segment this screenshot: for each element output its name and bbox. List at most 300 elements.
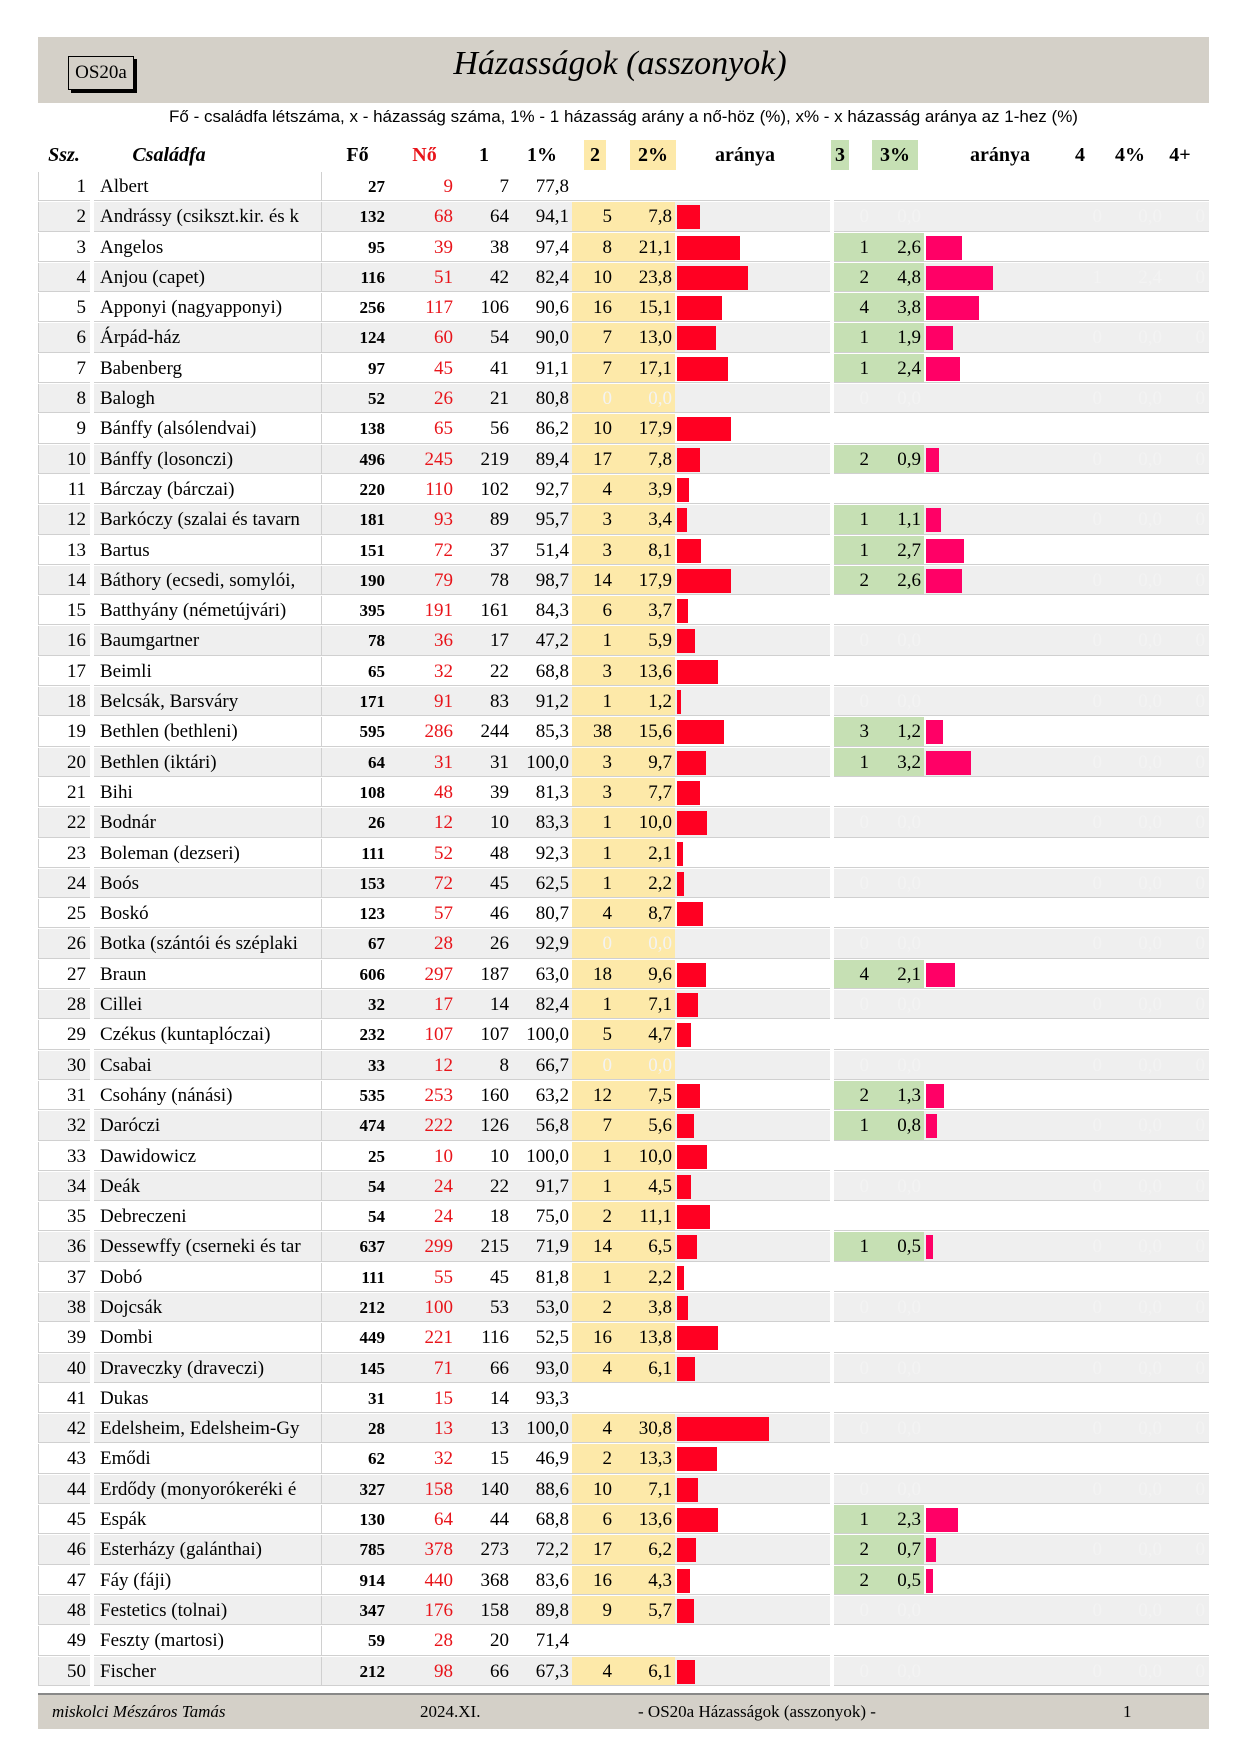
legend-line: Fő - családfa létszáma, x - házasság száma, 1% - 1 házasság arány a nő-höz (%), x% - x házasság aránya az 1-hez (%) xyxy=(169,107,1078,126)
row-count-2: 6 xyxy=(572,1505,615,1534)
row-pct-3: 0,0 xyxy=(872,929,924,958)
row-ssz: 18 xyxy=(38,687,90,716)
row-bar-2 xyxy=(675,566,830,595)
row-family-name: Dessewffy (cserneki és tar xyxy=(94,1232,322,1261)
row-count-2: 3 xyxy=(572,536,615,565)
row-bar-2 xyxy=(675,1626,830,1655)
row-bar-2 xyxy=(675,960,830,989)
row-count-4plus: 0 xyxy=(1165,1354,1209,1383)
row-count-1: 66 xyxy=(456,1657,512,1686)
row-fo: 124 xyxy=(322,323,393,352)
row-pct-2: 2,1 xyxy=(615,839,675,868)
row-no: 31 xyxy=(393,748,456,777)
row-ssz: 40 xyxy=(38,1354,90,1383)
row-no: 91 xyxy=(393,687,456,716)
table-row xyxy=(0,1535,1240,1565)
row-family-name: Dojcsák xyxy=(94,1293,322,1322)
row-count-1: 83 xyxy=(456,687,512,716)
row-count-4: 0 xyxy=(1079,505,1105,534)
row-count-3: 0 xyxy=(834,626,872,655)
row-bar-2 xyxy=(675,1354,830,1383)
row-no: 440 xyxy=(393,1566,456,1595)
row-count-4: 0 xyxy=(1079,929,1105,958)
row-count-4 xyxy=(1079,1081,1105,1110)
row-pct-4 xyxy=(1105,1505,1165,1534)
row-count-2: 4 xyxy=(572,475,615,504)
row-count-1: 102 xyxy=(456,475,512,504)
row-no: 253 xyxy=(393,1081,456,1110)
row-pct-2: 2,2 xyxy=(615,1263,675,1292)
row-bar-2 xyxy=(675,1293,830,1322)
row-ssz: 31 xyxy=(38,1081,90,1110)
row-ssz: 45 xyxy=(38,1505,90,1534)
row-count-3: 0 xyxy=(834,384,872,413)
row-ssz: 41 xyxy=(38,1384,90,1413)
row-count-1: 26 xyxy=(456,929,512,958)
row-count-2: 38 xyxy=(572,717,615,746)
table-row xyxy=(0,1566,1240,1596)
row-bar-3 xyxy=(924,1111,1079,1140)
row-pct-2: 4,5 xyxy=(615,1172,675,1201)
row-count-3: 2 xyxy=(834,1566,872,1595)
row-pct-1: 91,7 xyxy=(512,1172,572,1201)
row-pct-4: 0,0 xyxy=(1105,1232,1165,1261)
row-count-4: 0 xyxy=(1079,323,1105,352)
row-count-1: 8 xyxy=(456,1051,512,1080)
row-count-3: 1 xyxy=(834,536,872,565)
row-count-3: 0 xyxy=(834,687,872,716)
row-pct-3: 1,3 xyxy=(872,1081,924,1110)
row-fo: 212 xyxy=(322,1657,393,1686)
row-count-2: 1 xyxy=(572,869,615,898)
ratio-bar-2 xyxy=(677,599,688,623)
row-no: 110 xyxy=(393,475,456,504)
row-pct-2: 0,0 xyxy=(615,384,675,413)
table-row xyxy=(0,1657,1240,1687)
row-pct-3: 1,1 xyxy=(872,505,924,534)
row-ssz: 8 xyxy=(38,384,90,413)
row-pct-2: 7,1 xyxy=(615,1475,675,1504)
row-pct-2: 5,7 xyxy=(615,1596,675,1625)
row-pct-2: 7,1 xyxy=(615,990,675,1019)
row-ssz: 3 xyxy=(38,233,90,262)
row-count-4 xyxy=(1079,1020,1105,1049)
row-pct-4 xyxy=(1105,717,1165,746)
row-pct-1: 81,3 xyxy=(512,778,572,807)
row-count-1: 17 xyxy=(456,626,512,655)
row-count-2: 1 xyxy=(572,1172,615,1201)
row-pct-3 xyxy=(872,1626,924,1655)
row-ssz: 15 xyxy=(38,596,90,625)
row-count-4plus: 0 xyxy=(1165,1535,1209,1564)
row-bar-3 xyxy=(924,1202,1079,1231)
row-count-4plus: 0 xyxy=(1165,566,1209,595)
row-bar-3 xyxy=(924,657,1079,686)
ratio-bar-3 xyxy=(926,1508,958,1532)
row-pct-1: 100,0 xyxy=(512,748,572,777)
row-count-4plus: 0 xyxy=(1165,1657,1209,1686)
ratio-bar-2 xyxy=(677,751,706,775)
row-ssz: 28 xyxy=(38,990,90,1019)
row-pct-3: 1,2 xyxy=(872,717,924,746)
row-pct-2: 8,1 xyxy=(615,536,675,565)
row-pct-2: 13,3 xyxy=(615,1444,675,1473)
table-row xyxy=(0,808,1240,838)
ratio-bar-2 xyxy=(677,1235,697,1259)
row-no: 299 xyxy=(393,1232,456,1261)
row-count-2: 4 xyxy=(572,1354,615,1383)
row-count-4: 0 xyxy=(1079,1232,1105,1261)
row-fo: 395 xyxy=(322,596,393,625)
row-pct-3 xyxy=(872,475,924,504)
row-family-name: Emődi xyxy=(94,1444,322,1473)
row-bar-2 xyxy=(675,717,830,746)
row-count-1: 161 xyxy=(456,596,512,625)
row-count-4 xyxy=(1079,960,1105,989)
row-count-2: 2 xyxy=(572,1444,615,1473)
row-count-3 xyxy=(834,172,872,201)
row-pct-1: 52,5 xyxy=(512,1323,572,1352)
row-count-3 xyxy=(834,475,872,504)
row-family-name: Dombi xyxy=(94,1323,322,1352)
row-family-name: Beimli xyxy=(94,657,322,686)
ratio-bar-3 xyxy=(926,963,955,987)
row-pct-1: 83,3 xyxy=(512,808,572,837)
row-pct-1: 94,1 xyxy=(512,202,572,231)
col-csaladfa: Családfa xyxy=(132,144,206,166)
row-count-4 xyxy=(1079,1142,1105,1171)
col-4plus: 4+ xyxy=(1169,144,1191,166)
row-count-3 xyxy=(834,778,872,807)
row-pct-4: 0,0 xyxy=(1105,566,1165,595)
row-pct-1: 63,2 xyxy=(512,1081,572,1110)
row-count-1: 10 xyxy=(456,808,512,837)
row-bar-3 xyxy=(924,687,1079,716)
row-count-2: 1 xyxy=(572,990,615,1019)
row-ssz: 50 xyxy=(38,1657,90,1686)
row-count-4 xyxy=(1079,536,1105,565)
row-count-3 xyxy=(834,1202,872,1231)
row-count-1: 368 xyxy=(456,1566,512,1595)
row-pct-3: 2,1 xyxy=(872,960,924,989)
row-count-3 xyxy=(834,899,872,928)
row-count-1: 106 xyxy=(456,293,512,322)
row-count-2: 16 xyxy=(572,1566,615,1595)
row-count-4 xyxy=(1079,1566,1105,1595)
row-count-2: 7 xyxy=(572,1111,615,1140)
row-count-1: 158 xyxy=(456,1596,512,1625)
row-count-1: 46 xyxy=(456,899,512,928)
row-count-4plus: 0 xyxy=(1165,1596,1209,1625)
row-no: 378 xyxy=(393,1535,456,1564)
row-count-3: 1 xyxy=(834,1505,872,1534)
row-fo: 327 xyxy=(322,1475,393,1504)
ratio-bar-2 xyxy=(677,1599,694,1623)
row-fo: 151 xyxy=(322,536,393,565)
row-count-1: 20 xyxy=(456,1626,512,1655)
row-pct-2: 10,0 xyxy=(615,808,675,837)
row-count-1: 44 xyxy=(456,1505,512,1534)
row-pct-3: 0,0 xyxy=(872,1475,924,1504)
row-pct-1: 71,4 xyxy=(512,1626,572,1655)
footer-author: miskolci Mészáros Tamás xyxy=(52,1702,226,1721)
row-count-2: 7 xyxy=(572,354,615,383)
row-count-1: 37 xyxy=(456,536,512,565)
row-pct-4 xyxy=(1105,354,1165,383)
row-count-4 xyxy=(1079,475,1105,504)
ratio-bar-2 xyxy=(677,1538,696,1562)
row-no: 176 xyxy=(393,1596,456,1625)
row-count-4: 0 xyxy=(1079,808,1105,837)
row-ssz: 37 xyxy=(38,1263,90,1292)
table-row xyxy=(0,1444,1240,1474)
row-pct-1: 91,1 xyxy=(512,354,572,383)
row-count-2: 18 xyxy=(572,960,615,989)
row-bar-3 xyxy=(924,1535,1079,1564)
col-4pct: 4% xyxy=(1115,144,1145,166)
row-count-4 xyxy=(1079,414,1105,443)
row-pct-4: 0,0 xyxy=(1105,626,1165,655)
row-bar-2 xyxy=(675,536,830,565)
row-pct-4 xyxy=(1105,1444,1165,1473)
row-ssz: 22 xyxy=(38,808,90,837)
row-count-1: 22 xyxy=(456,657,512,686)
row-pct-1: 62,5 xyxy=(512,869,572,898)
row-count-4: 0 xyxy=(1079,1051,1105,1080)
row-count-2: 4 xyxy=(572,899,615,928)
row-count-1: 219 xyxy=(456,445,512,474)
ratio-bar-2 xyxy=(677,963,706,987)
row-fo: 62 xyxy=(322,1444,393,1473)
row-pct-4: 0,0 xyxy=(1105,990,1165,1019)
row-pct-2: 4,7 xyxy=(615,1020,675,1049)
table-row xyxy=(0,839,1240,869)
row-pct-2: 17,1 xyxy=(615,354,675,383)
row-count-4: 0 xyxy=(1079,202,1105,231)
row-no: 32 xyxy=(393,657,456,686)
row-fo: 32 xyxy=(322,990,393,1019)
row-family-name: Csohány (nánási) xyxy=(94,1081,322,1110)
row-count-4plus: 0 xyxy=(1165,748,1209,777)
row-no: 221 xyxy=(393,1323,456,1352)
row-pct-4: 0,0 xyxy=(1105,869,1165,898)
row-count-1: 107 xyxy=(456,1020,512,1049)
row-fo: 496 xyxy=(322,445,393,474)
row-no: 68 xyxy=(393,202,456,231)
row-pct-1: 89,4 xyxy=(512,445,572,474)
row-bar-2 xyxy=(675,233,830,262)
ratio-bar-3 xyxy=(926,448,939,472)
ratio-bar-3 xyxy=(926,1084,944,1108)
row-pct-1: 72,2 xyxy=(512,1535,572,1564)
row-no: 24 xyxy=(393,1202,456,1231)
row-count-4plus xyxy=(1165,1202,1209,1231)
row-bar-3 xyxy=(924,1081,1079,1110)
ratio-bar-3 xyxy=(926,1538,936,1562)
row-bar-3 xyxy=(924,1414,1079,1443)
table-row xyxy=(0,1111,1240,1141)
row-count-2: 5 xyxy=(572,1020,615,1049)
row-count-2: 14 xyxy=(572,1232,615,1261)
row-pct-1: 51,4 xyxy=(512,536,572,565)
table-row xyxy=(0,657,1240,687)
row-count-1: 160 xyxy=(456,1081,512,1110)
row-pct-1: 90,6 xyxy=(512,293,572,322)
row-count-1: 48 xyxy=(456,839,512,868)
row-pct-3: 0,0 xyxy=(872,1293,924,1322)
row-pct-2: 5,6 xyxy=(615,1111,675,1140)
table-row xyxy=(0,748,1240,778)
row-count-3: 1 xyxy=(834,323,872,352)
row-family-name: Árpád-ház xyxy=(94,323,322,352)
row-pct-4: 0,0 xyxy=(1105,1475,1165,1504)
row-bar-3 xyxy=(924,1384,1079,1413)
row-bar-3 xyxy=(924,1172,1079,1201)
row-pct-3 xyxy=(872,596,924,625)
ratio-bar-2 xyxy=(677,1326,718,1350)
row-ssz: 17 xyxy=(38,657,90,686)
row-bar-3 xyxy=(924,596,1079,625)
row-pct-2: 0,0 xyxy=(615,929,675,958)
row-ssz: 49 xyxy=(38,1626,90,1655)
row-pct-2: 30,8 xyxy=(615,1414,675,1443)
row-bar-3 xyxy=(924,1657,1079,1686)
row-count-2: 9 xyxy=(572,1596,615,1625)
row-pct-4 xyxy=(1105,293,1165,322)
row-bar-2 xyxy=(675,1081,830,1110)
row-fo: 78 xyxy=(322,626,393,655)
ratio-bar-2 xyxy=(677,1417,769,1441)
row-count-2: 16 xyxy=(572,293,615,322)
row-count-3: 0 xyxy=(834,1414,872,1443)
row-count-3: 0 xyxy=(834,869,872,898)
ratio-bar-2 xyxy=(677,781,700,805)
row-fo: 153 xyxy=(322,869,393,898)
row-bar-2 xyxy=(675,414,830,443)
col-aranya-2: aránya xyxy=(715,144,775,166)
row-count-3 xyxy=(834,1020,872,1049)
row-pct-1: 92,7 xyxy=(512,475,572,504)
row-count-4plus xyxy=(1165,536,1209,565)
row-count-3: 1 xyxy=(834,1232,872,1261)
ratio-bar-2 xyxy=(677,1478,698,1502)
row-pct-2: 21,1 xyxy=(615,233,675,262)
table-row xyxy=(0,1051,1240,1081)
row-no: 72 xyxy=(393,536,456,565)
row-pct-4: 0,0 xyxy=(1105,1657,1165,1686)
row-no: 45 xyxy=(393,354,456,383)
row-family-name: Baumgartner xyxy=(94,626,322,655)
row-count-2: 1 xyxy=(572,1142,615,1171)
row-pct-3 xyxy=(872,414,924,443)
row-fo: 220 xyxy=(322,475,393,504)
row-count-4plus xyxy=(1165,596,1209,625)
row-count-3 xyxy=(834,1263,872,1292)
row-bar-3 xyxy=(924,1505,1079,1534)
row-pct-1: 92,3 xyxy=(512,839,572,868)
row-family-name: Debreczeni xyxy=(94,1202,322,1231)
row-bar-3 xyxy=(924,1142,1079,1171)
ratio-bar-3 xyxy=(926,720,943,744)
row-count-4 xyxy=(1079,899,1105,928)
row-bar-2 xyxy=(675,1232,830,1261)
row-pct-2: 7,8 xyxy=(615,202,675,231)
row-family-name: Feszty (martosi) xyxy=(94,1626,322,1655)
row-family-name: Cillei xyxy=(94,990,322,1019)
row-pct-3 xyxy=(872,899,924,928)
row-pct-3: 0,0 xyxy=(872,1172,924,1201)
ratio-bar-2 xyxy=(677,539,701,563)
row-pct-1: 92,9 xyxy=(512,929,572,958)
row-bar-3 xyxy=(924,384,1079,413)
row-family-name: Balogh xyxy=(94,384,322,413)
row-family-name: Boleman (dezseri) xyxy=(94,839,322,868)
row-bar-2 xyxy=(675,869,830,898)
row-fo: 26 xyxy=(322,808,393,837)
row-count-4plus xyxy=(1165,475,1209,504)
row-pct-2: 11,1 xyxy=(615,1202,675,1231)
row-pct-2: 15,1 xyxy=(615,293,675,322)
row-count-2: 4 xyxy=(572,1657,615,1686)
row-bar-2 xyxy=(675,475,830,504)
row-pct-4 xyxy=(1105,1323,1165,1352)
table-row xyxy=(0,323,1240,353)
row-ssz: 21 xyxy=(38,778,90,807)
row-bar-3 xyxy=(924,1020,1079,1049)
col-4: 4 xyxy=(1075,144,1085,166)
row-pct-2: 3,8 xyxy=(615,1293,675,1322)
table-row xyxy=(0,566,1240,596)
row-ssz: 20 xyxy=(38,748,90,777)
row-count-2: 17 xyxy=(572,445,615,474)
row-count-4plus xyxy=(1165,960,1209,989)
row-pct-1: 77,8 xyxy=(512,172,572,201)
row-count-3: 0 xyxy=(834,1354,872,1383)
row-pct-4: 0,0 xyxy=(1105,1535,1165,1564)
row-family-name: Bethlen (bethleni) xyxy=(94,717,322,746)
ratio-bar-2 xyxy=(677,872,684,896)
row-ssz: 13 xyxy=(38,536,90,565)
row-pct-3: 0,0 xyxy=(872,202,924,231)
row-pct-1: 66,7 xyxy=(512,1051,572,1080)
row-count-4 xyxy=(1079,657,1105,686)
row-count-4plus xyxy=(1165,1081,1209,1110)
row-pct-1: 56,8 xyxy=(512,1111,572,1140)
row-pct-3: 0,0 xyxy=(872,1414,924,1443)
row-pct-1: 97,4 xyxy=(512,233,572,262)
row-ssz: 36 xyxy=(38,1232,90,1261)
row-no: 55 xyxy=(393,1263,456,1292)
row-count-4plus: 0 xyxy=(1165,445,1209,474)
row-no: 52 xyxy=(393,839,456,868)
row-bar-2 xyxy=(675,1142,830,1171)
row-count-2: 3 xyxy=(572,505,615,534)
row-bar-3 xyxy=(924,293,1079,322)
row-count-4plus: 0 xyxy=(1165,687,1209,716)
row-fo: 97 xyxy=(322,354,393,383)
row-pct-3: 2,6 xyxy=(872,566,924,595)
row-pct-3: 0,0 xyxy=(872,869,924,898)
row-pct-1: 98,7 xyxy=(512,566,572,595)
table-row xyxy=(0,1354,1240,1384)
row-count-4 xyxy=(1079,1323,1105,1352)
row-count-1: 116 xyxy=(456,1323,512,1352)
row-ssz: 29 xyxy=(38,1020,90,1049)
page-title: Házasságok (asszonyok) xyxy=(453,45,787,82)
row-count-1: 15 xyxy=(456,1444,512,1473)
row-pct-3: 0,0 xyxy=(872,1657,924,1686)
row-pct-4: 0,0 xyxy=(1105,384,1165,413)
